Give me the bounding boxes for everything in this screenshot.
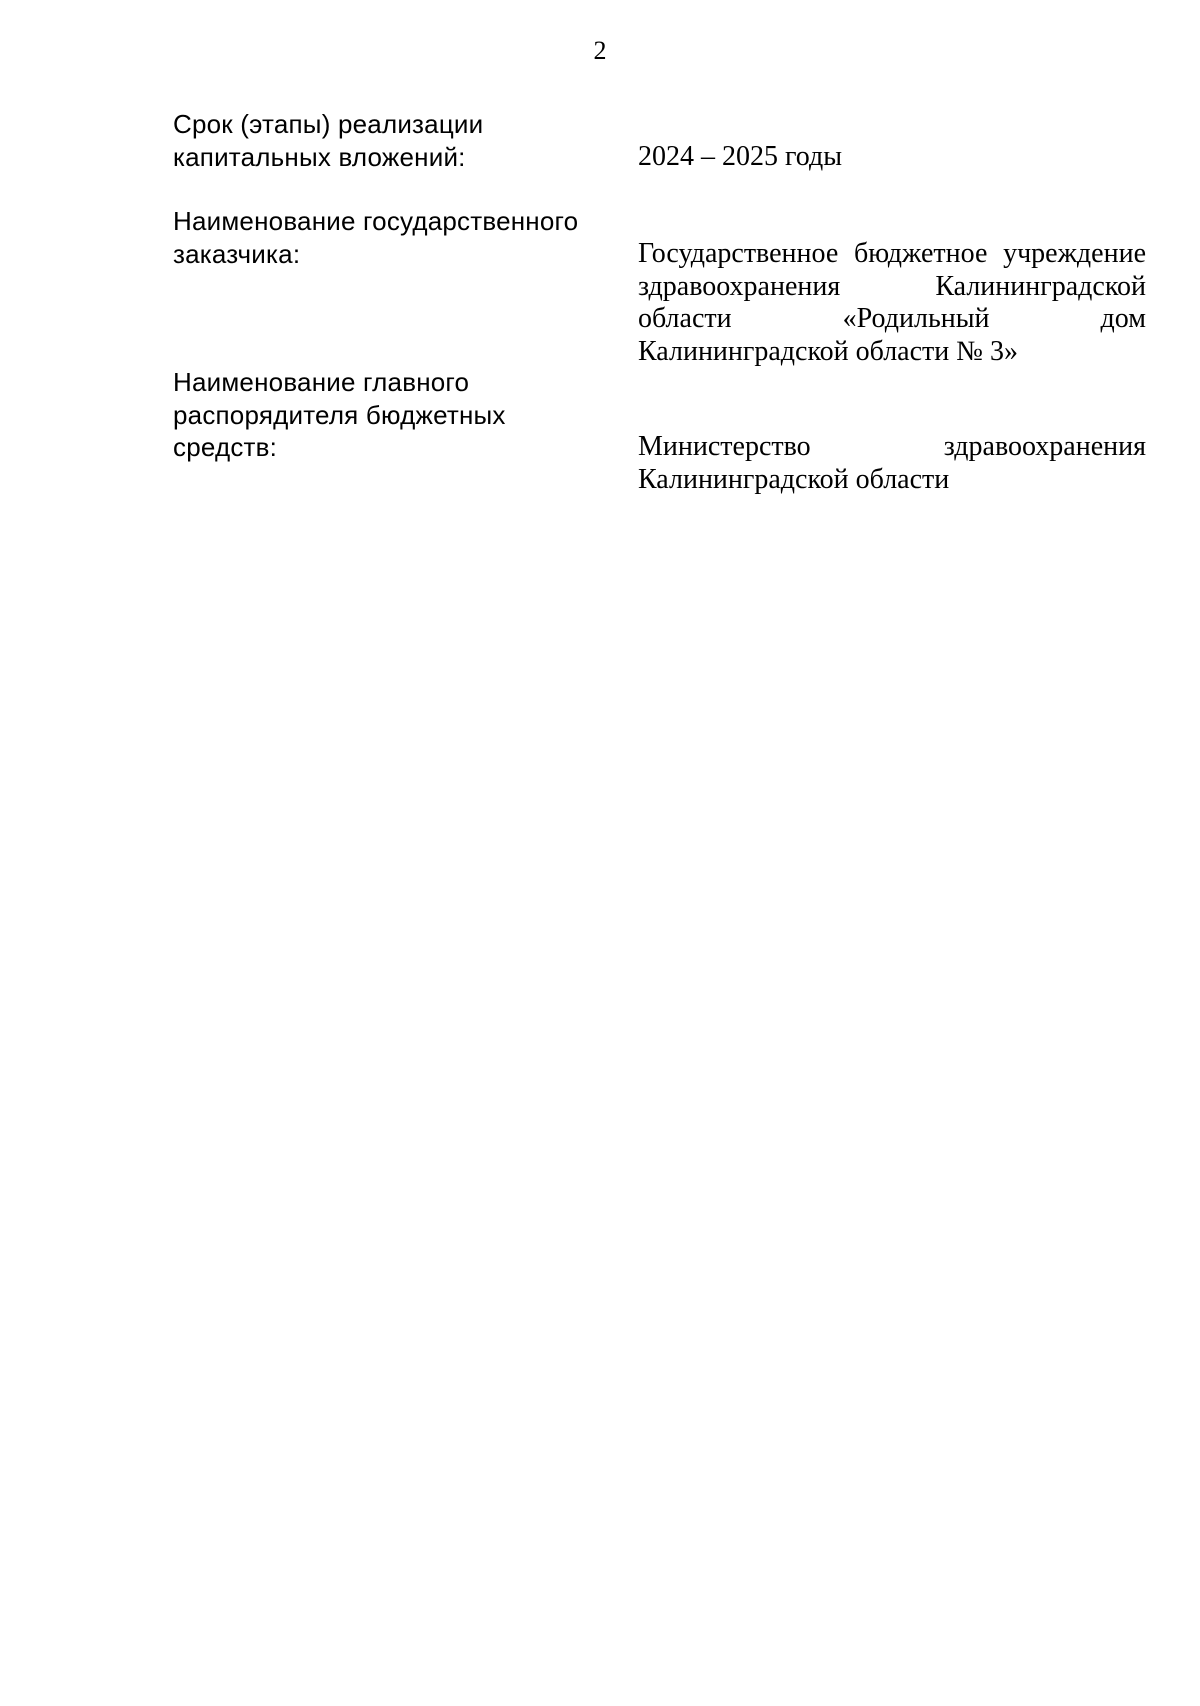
field-value-line: здравоохранения Калининградской (638, 270, 1146, 302)
field-label-line: распорядителя бюджетных (173, 399, 506, 430)
field-value-line: Калининградской области (638, 463, 950, 495)
field-label (173, 366, 593, 464)
field-value (638, 141, 1146, 174)
field-label-line: заказчика: (173, 238, 301, 269)
field-value (638, 431, 1146, 496)
page-number: 2 (593, 36, 607, 65)
field-label (173, 205, 593, 270)
field-value-line: области «Родильный дом (638, 303, 1146, 334)
field-value-line: Государственное бюджетное учреждение (638, 238, 1146, 269)
field-value-line: 2024 – 2025 годы (638, 141, 843, 172)
field-value (638, 238, 1146, 368)
field-label-line: Наименование государственного (173, 206, 579, 236)
field-value-line: Министерство здравоохранения (638, 431, 1146, 462)
field-label-line: Срок (этапы) реализации (173, 109, 484, 139)
field-label (173, 108, 593, 173)
field-value-line: Калининградской области № 3» (638, 335, 1018, 367)
field-label-line: средств: (173, 432, 278, 462)
field-label-line: капитальных вложений: (173, 141, 466, 172)
field-label-line: Наименование главного (173, 367, 470, 397)
